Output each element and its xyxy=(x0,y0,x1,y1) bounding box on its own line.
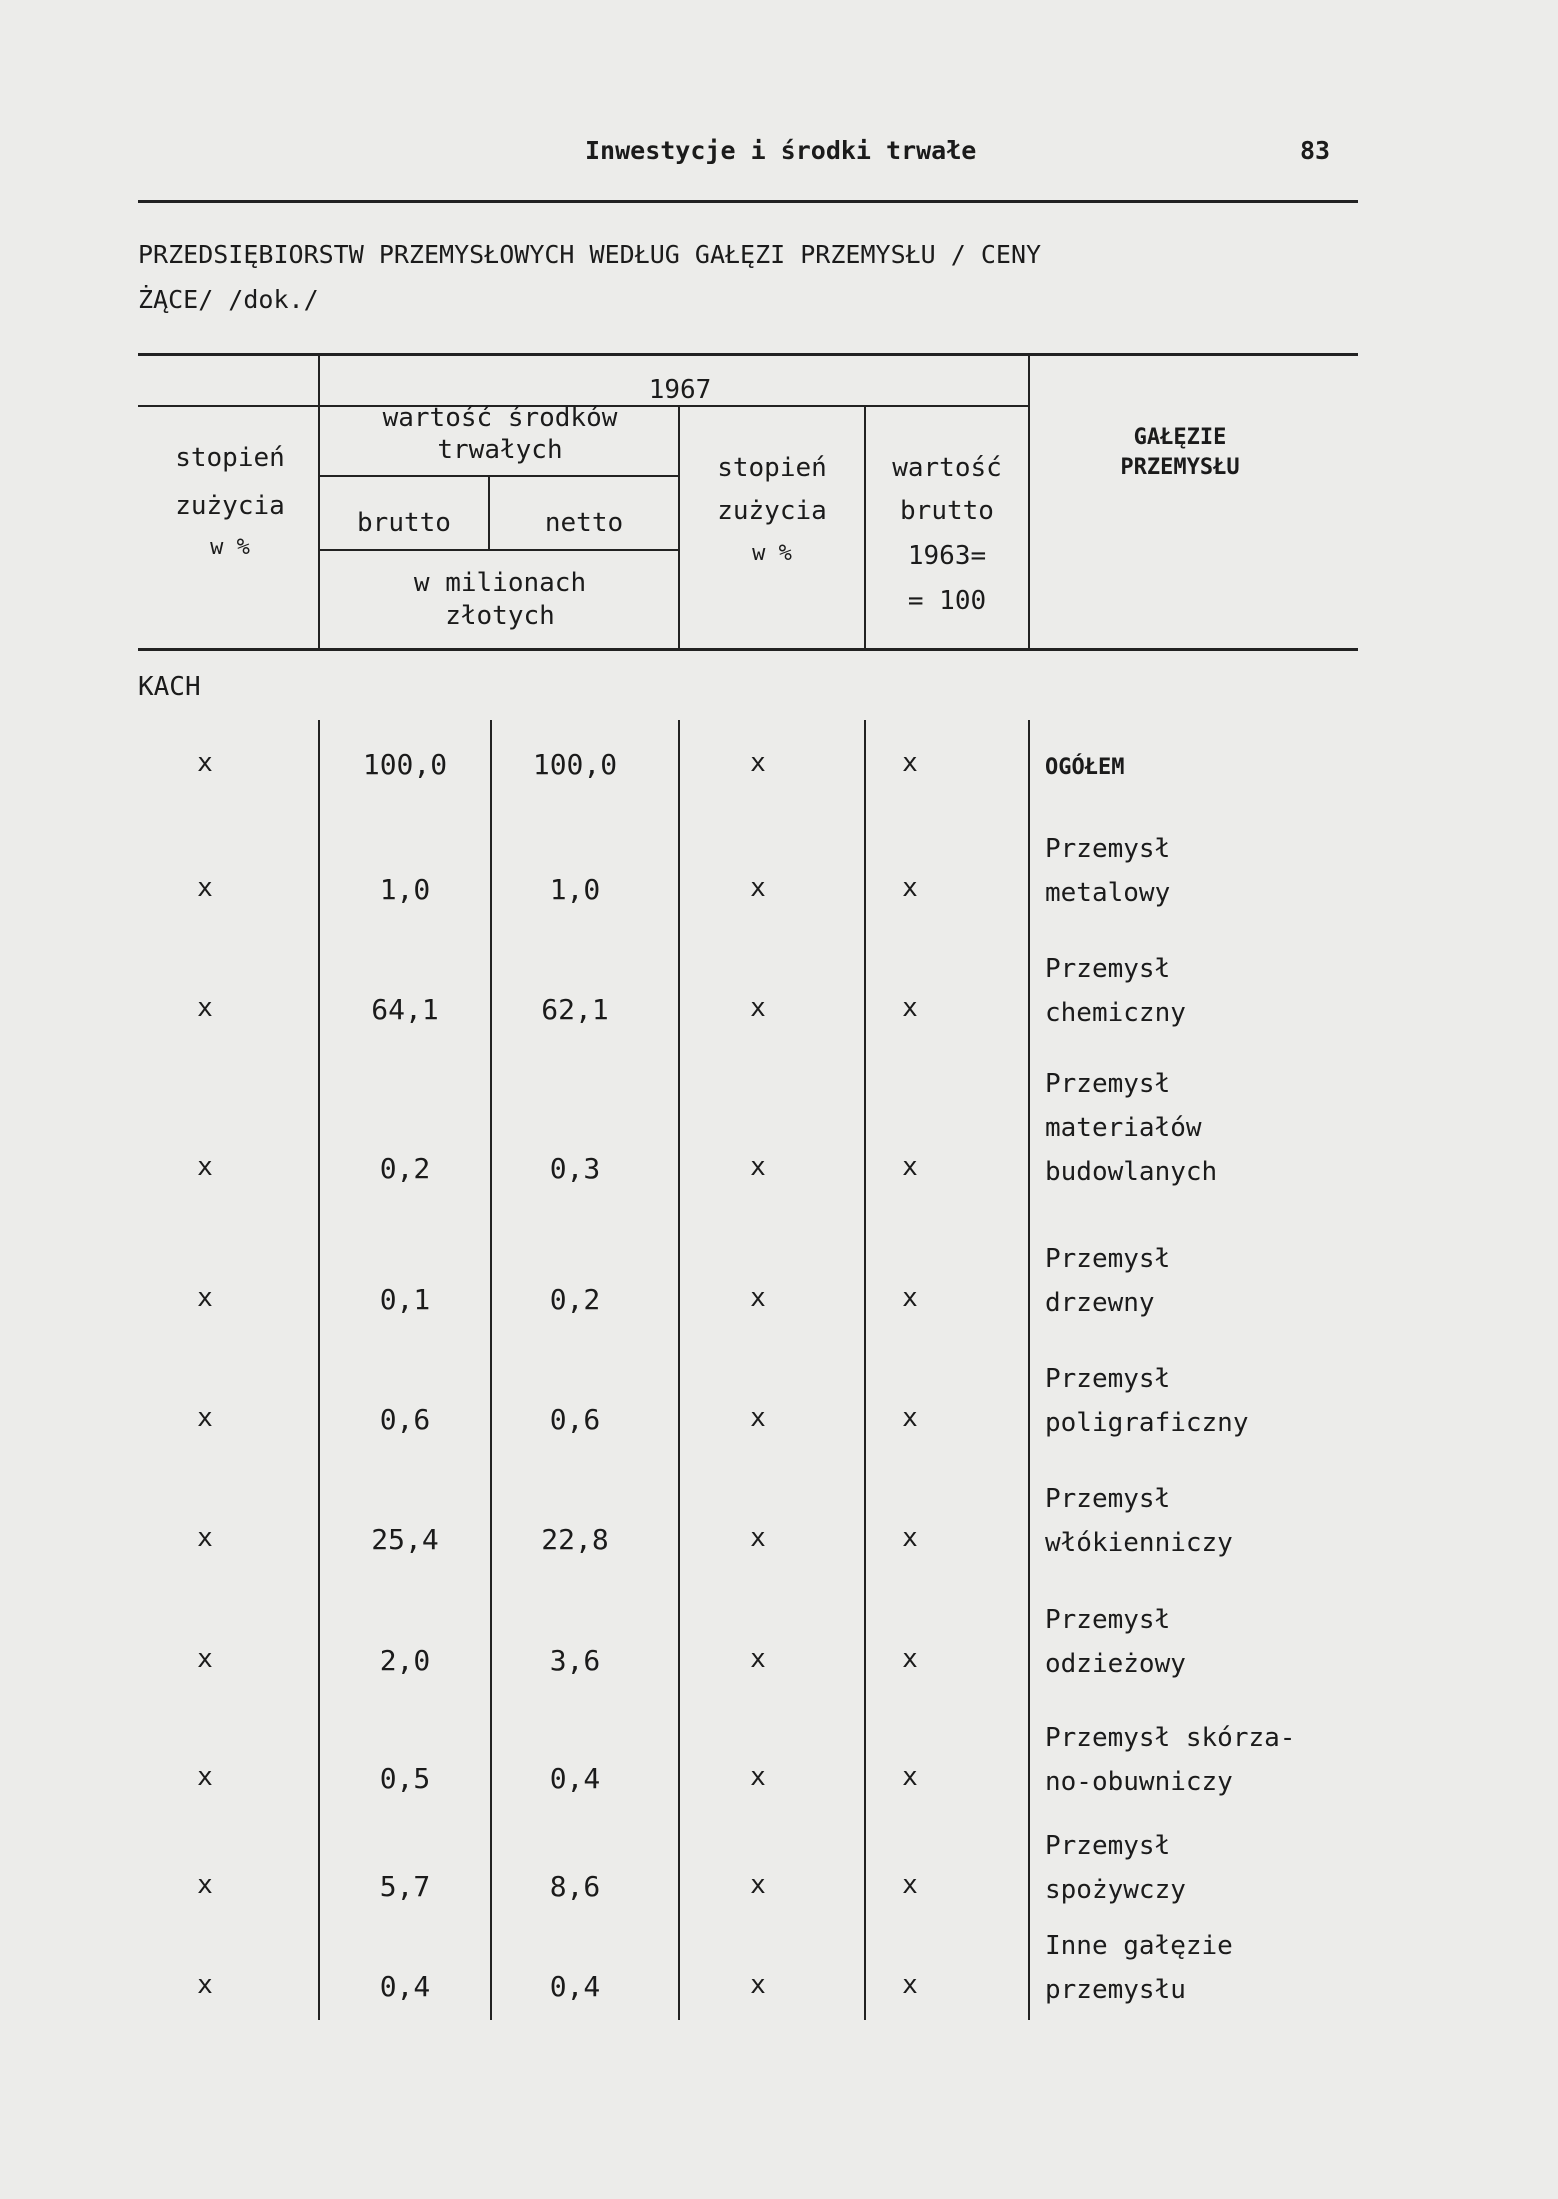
row-2-branch-line-0: Przemysł xyxy=(1045,954,1171,984)
row-8-branch-line-1: no-obuwniczy xyxy=(1045,1767,1233,1797)
row-9-branch-line-1: spożywczy xyxy=(1045,1875,1186,1905)
row-8-degree2-cell: x xyxy=(750,1762,766,1792)
wartosc-brutto-4: = 100 xyxy=(907,586,987,616)
row-5-index-cell: x xyxy=(902,1403,918,1433)
row-4-degree2-cell: x xyxy=(750,1283,766,1313)
year-label: 1967 xyxy=(648,375,712,405)
row-8-index-cell: x xyxy=(902,1762,918,1792)
stopien-right-2: zużycia xyxy=(717,496,827,526)
row-3-degree-cell: x xyxy=(197,1152,213,1182)
table-title-line2: ŻĄCE/ /dok./ xyxy=(138,285,319,314)
row-10-degree-cell: x xyxy=(197,1970,213,2000)
section-label: KACH xyxy=(138,672,201,702)
galezie-2: PRZEMYSŁU xyxy=(1120,455,1240,480)
row-1-netto-cell: 1,0 xyxy=(549,873,601,906)
row-6-degree2-cell: x xyxy=(750,1523,766,1553)
row-0-degree-cell: x xyxy=(197,748,213,778)
row-1-branch-line-1: metalowy xyxy=(1045,878,1171,908)
row-3-branch-line-1: materiałów xyxy=(1045,1113,1202,1143)
stopien-left-1: stopień xyxy=(175,443,285,473)
wartosc-srodkow-1: wartość środków xyxy=(382,403,618,433)
row-5-netto-cell: 0,6 xyxy=(549,1403,601,1436)
row-1-degree-cell: x xyxy=(197,873,213,903)
galezie-1: GAŁĘZIE xyxy=(1133,425,1227,450)
row-7-branch-line-0: Przemysł xyxy=(1045,1605,1171,1635)
stopien-right-1: stopień xyxy=(717,453,827,483)
row-9-degree-cell: x xyxy=(197,1870,213,1900)
row-5-degree-cell: x xyxy=(197,1403,213,1433)
row-2-degree-cell: x xyxy=(197,993,213,1023)
row-4-brutto-cell: 0,1 xyxy=(379,1283,431,1316)
row-8-netto-cell: 0,4 xyxy=(549,1762,601,1795)
header-bottom-rule xyxy=(138,648,1358,651)
row-5-brutto-cell: 0,6 xyxy=(379,1403,431,1436)
row-6-netto-cell: 22,8 xyxy=(541,1523,609,1556)
row-7-degree2-cell: x xyxy=(750,1644,766,1674)
row-1-branch-line-0: Przemysł xyxy=(1045,834,1171,864)
row-6-branch-line-0: Przemysł xyxy=(1045,1484,1171,1514)
page-number: 83 xyxy=(1300,136,1331,165)
units-2: złotych xyxy=(445,601,555,631)
wartosc-brutto-2: brutto xyxy=(900,496,994,526)
row-10-branch-line-0: Inne gałęzie xyxy=(1045,1931,1233,1961)
stopien-left-3: w % xyxy=(210,535,250,560)
row-6-degree-cell: x xyxy=(197,1523,213,1553)
row-3-branch-line-2: budowlanych xyxy=(1045,1157,1218,1187)
body-vline-4 xyxy=(864,720,866,2020)
body-vline-1 xyxy=(318,720,320,2020)
units-rule xyxy=(318,549,680,551)
row-8-branch-line-0: Przemysł skórza- xyxy=(1045,1723,1296,1753)
row-4-index-cell: x xyxy=(902,1283,918,1313)
row-1-brutto-cell: 1,0 xyxy=(379,873,431,906)
row-7-index-cell: x xyxy=(902,1644,918,1674)
row-9-degree2-cell: x xyxy=(750,1870,766,1900)
left-col-rule xyxy=(138,405,320,407)
row-9-branch-line-0: Przemysł xyxy=(1045,1831,1171,1861)
row-9-netto-cell: 8,6 xyxy=(549,1870,601,1903)
row-0-netto-cell: 100,0 xyxy=(532,748,618,781)
row-7-netto-cell: 3,6 xyxy=(549,1644,601,1677)
row-10-branch-line-1: przemysłu xyxy=(1045,1975,1186,2005)
table-title-line1: PRZEDSIĘBIORSTW PRZEMYSŁOWYCH WEDŁUG GAŁĘZI PRZEMYSŁU / CENY xyxy=(138,240,1042,269)
row-9-brutto-cell: 5,7 xyxy=(379,1870,431,1903)
row-5-degree2-cell: x xyxy=(750,1403,766,1433)
row-8-brutto-cell: 0,5 xyxy=(379,1762,431,1795)
netto-header: netto xyxy=(544,508,624,538)
row-3-brutto-cell: 0,2 xyxy=(379,1152,431,1185)
row-8-degree-cell: x xyxy=(197,1762,213,1792)
row-5-branch-line-0: Przemysł xyxy=(1045,1364,1171,1394)
row-2-branch-line-1: chemiczny xyxy=(1045,998,1186,1028)
row-3-index-cell: x xyxy=(902,1152,918,1182)
row-0-brutto-cell: 100,0 xyxy=(362,748,448,781)
row-5-branch-line-1: poligraficzny xyxy=(1045,1408,1249,1438)
row-10-netto-cell: 0,4 xyxy=(549,1970,601,2003)
row-2-brutto-cell: 64,1 xyxy=(371,993,439,1026)
vline-5 xyxy=(1028,353,1030,650)
row-1-index-cell: x xyxy=(902,873,918,903)
row-10-brutto-cell: 0,4 xyxy=(379,1970,431,2003)
wartosc-srodkow-2: trwałych xyxy=(437,435,563,465)
stopien-left-2: zużycia xyxy=(175,491,285,521)
row-4-branch-line-0: Przemysł xyxy=(1045,1244,1171,1274)
row-7-brutto-cell: 2,0 xyxy=(379,1644,431,1677)
wartosc-brutto-3: 1963= xyxy=(907,541,987,571)
row-0-index-cell: x xyxy=(902,748,918,778)
units-1: w milionach xyxy=(413,568,587,598)
row-7-branch-line-1: odzieżowy xyxy=(1045,1649,1186,1679)
brutto-header: brutto xyxy=(357,508,451,538)
row-2-index-cell: x xyxy=(902,993,918,1023)
stopien-right-3: w % xyxy=(752,541,792,566)
row-3-degree2-cell: x xyxy=(750,1152,766,1182)
body-vline-3 xyxy=(678,720,680,2020)
row-6-branch-line-1: włókienniczy xyxy=(1045,1528,1233,1558)
row-9-index-cell: x xyxy=(902,1870,918,1900)
row-6-index-cell: x xyxy=(902,1523,918,1553)
row-6-brutto-cell: 25,4 xyxy=(371,1523,439,1556)
row-10-degree2-cell: x xyxy=(750,1970,766,2000)
row-4-branch-line-1: drzewny xyxy=(1045,1288,1155,1318)
row-7-degree-cell: x xyxy=(197,1644,213,1674)
running-title: Inwestycje i środki trwałe xyxy=(585,136,977,165)
row-3-netto-cell: 0,3 xyxy=(549,1152,601,1185)
body-vline-5 xyxy=(1028,720,1030,2020)
body-vline-2 xyxy=(490,720,492,2020)
row-0-degree2-cell: x xyxy=(750,748,766,778)
row-0-branch-line-0: OGÓŁEM xyxy=(1045,755,1125,780)
header-rule xyxy=(138,200,1358,203)
value-subrule xyxy=(318,475,680,477)
row-4-netto-cell: 0,2 xyxy=(549,1283,601,1316)
row-1-degree2-cell: x xyxy=(750,873,766,903)
row-2-netto-cell: 62,1 xyxy=(541,993,609,1026)
row-10-index-cell: x xyxy=(902,1970,918,2000)
row-3-branch-line-0: Przemysł xyxy=(1045,1069,1171,1099)
row-2-degree2-cell: x xyxy=(750,993,766,1023)
row-4-degree-cell: x xyxy=(197,1283,213,1313)
wartosc-brutto-1: wartość xyxy=(892,453,1002,483)
table-top-rule xyxy=(138,353,1358,356)
